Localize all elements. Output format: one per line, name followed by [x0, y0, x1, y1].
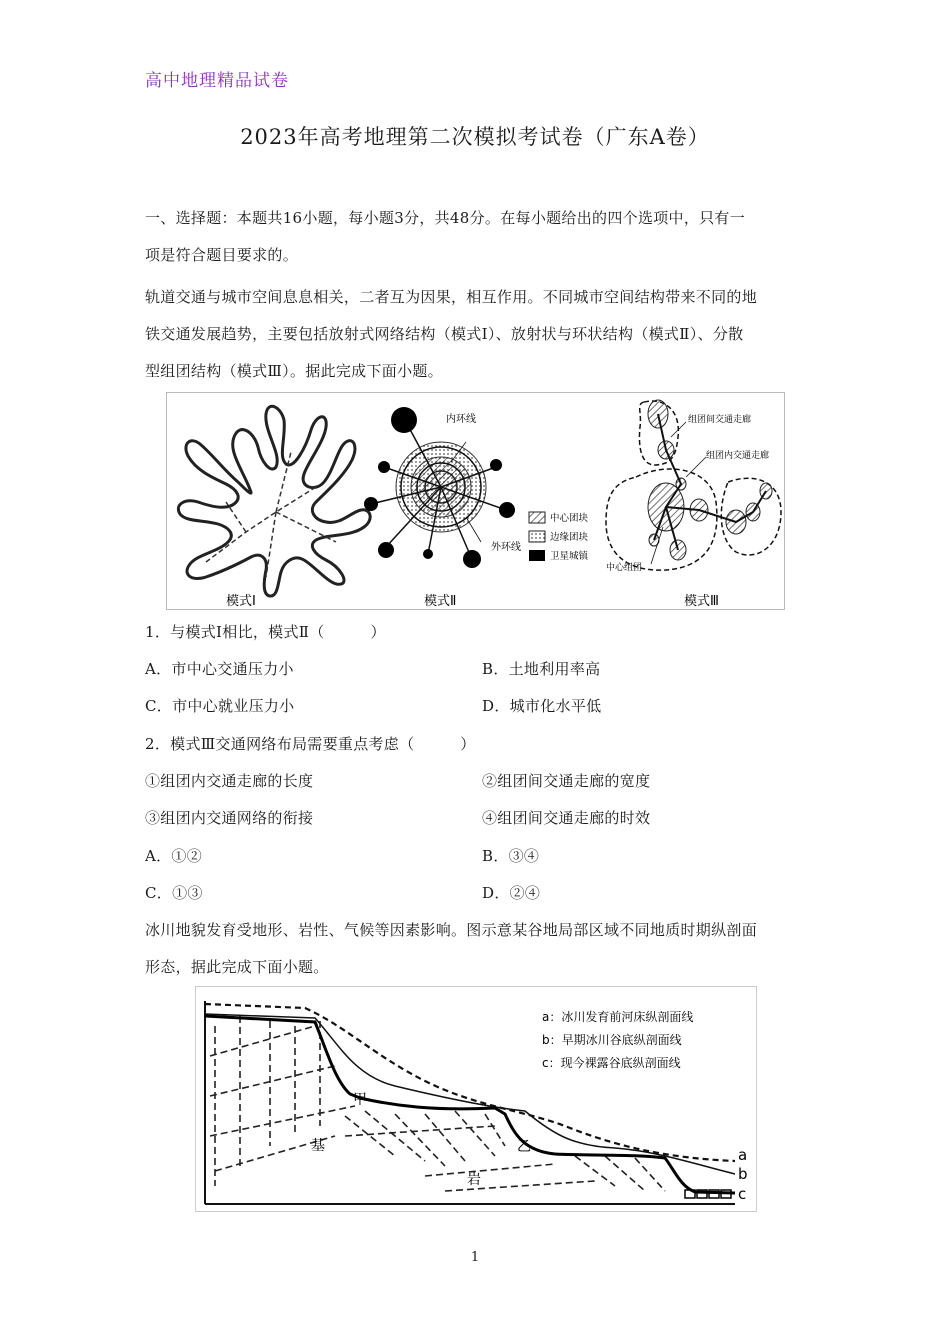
question-2-statement-1: ①组团内交通走廊的长度	[145, 772, 314, 790]
question-2-option-c[interactable]: C．①③	[145, 884, 203, 902]
mode-2-label: 模式Ⅱ	[424, 594, 457, 609]
legend-a: a：冰川发育前河床纵剖面线	[542, 1010, 694, 1024]
passage-1	[145, 279, 810, 390]
question-2-statement-4: ④组团间交通走廊的时效	[482, 809, 651, 827]
header-label: 高中地理精品试卷	[145, 71, 289, 91]
question-2-option-b[interactable]: B．③④	[482, 847, 540, 865]
question-1-stem: 1．与模式Ⅰ相比，模式Ⅱ（ ）	[145, 623, 386, 641]
curve-label-a: a	[738, 1146, 748, 1164]
mode-1-label: 模式Ⅰ	[226, 594, 256, 609]
passage-2-line-2: 形态，据此完成下面小题。	[145, 958, 329, 976]
center-group-label: 中心组团	[606, 563, 643, 573]
corridor-within-label: 组团内交通走廊	[706, 451, 770, 461]
passage-2-line-1: 冰川地貌发育受地形、岩性、气候等因素影响。图示意某谷地局部区域不同地质时期纵剖面	[145, 921, 758, 939]
corridor-between-label: 组团间交通走廊	[688, 415, 752, 425]
bedrock-label-ji: 基	[311, 1138, 325, 1154]
passage-1-line-1: 轨道交通与城市空间息息相关，二者互为因果，相互作用。不同城市空间结构带来不同的地	[145, 288, 758, 306]
bedrock-label-yan: 岩	[467, 1172, 481, 1188]
passage-2	[145, 912, 810, 986]
legend-center-block: 中心团块	[550, 513, 589, 524]
mode-3-label: 模式Ⅲ	[684, 594, 719, 609]
point-jia: 甲	[353, 1092, 367, 1108]
question-1-option-b[interactable]: B．土地利用率高	[482, 660, 601, 678]
passage-1-line-3: 型组团结构（模式Ⅲ）。据此完成下面小题。	[145, 362, 443, 380]
legend-b: b：早期冰川谷底纵剖面线	[542, 1033, 682, 1047]
exam-title: 2023年高考地理第二次模拟考试卷（广东A卷）	[240, 125, 710, 149]
question-1-option-c[interactable]: C．市中心就业压力小	[145, 697, 295, 715]
legend-c: c：现今裸露谷底纵剖面线	[542, 1056, 681, 1070]
legend-edge-block: 边缘团块	[550, 532, 589, 543]
outer-ring-label: 外环线	[491, 542, 521, 553]
question-2-option-a[interactable]: A．①②	[145, 847, 203, 865]
profile-legend	[542, 1009, 693, 1070]
curve-label-b: b	[738, 1165, 748, 1183]
question-1-option-d[interactable]: D．城市化水平低	[482, 697, 602, 715]
question-2-option-d[interactable]: D．②④	[482, 884, 541, 902]
figure-city-modes	[166, 392, 785, 610]
page-number: 1	[470, 1250, 480, 1265]
mode-2-legend	[529, 512, 590, 562]
legend-satellite-town: 卫星城镇	[550, 551, 589, 562]
point-yi: 乙	[517, 1139, 531, 1155]
section-instructions	[145, 200, 810, 274]
curve-label-c: c	[738, 1185, 747, 1203]
question-2-statement-2: ②组团间交通走廊的宽度	[482, 772, 651, 790]
question-1-option-a[interactable]: A．市中心交通压力小	[145, 660, 294, 678]
question-2-stem: 2．模式Ⅲ交通网络布局需要重点考虑（ ）	[145, 735, 476, 753]
figure-glacier-profile	[195, 986, 757, 1212]
question-2-statement-3: ③组团内交通网络的衔接	[145, 809, 314, 827]
section-line-2: 项是符合题目要求的。	[145, 246, 299, 264]
passage-1-line-2: 铁交通发展趋势，主要包括放射式网络结构（模式Ⅰ）、放射状与环状结构（模式Ⅱ）、分散	[145, 325, 744, 343]
inner-ring-label: 内环线	[446, 414, 476, 425]
section-line-1: 一、选择题：本题共16小题，每小题3分，共48分。在每小题给出的四个选项中，只有一	[145, 209, 746, 227]
